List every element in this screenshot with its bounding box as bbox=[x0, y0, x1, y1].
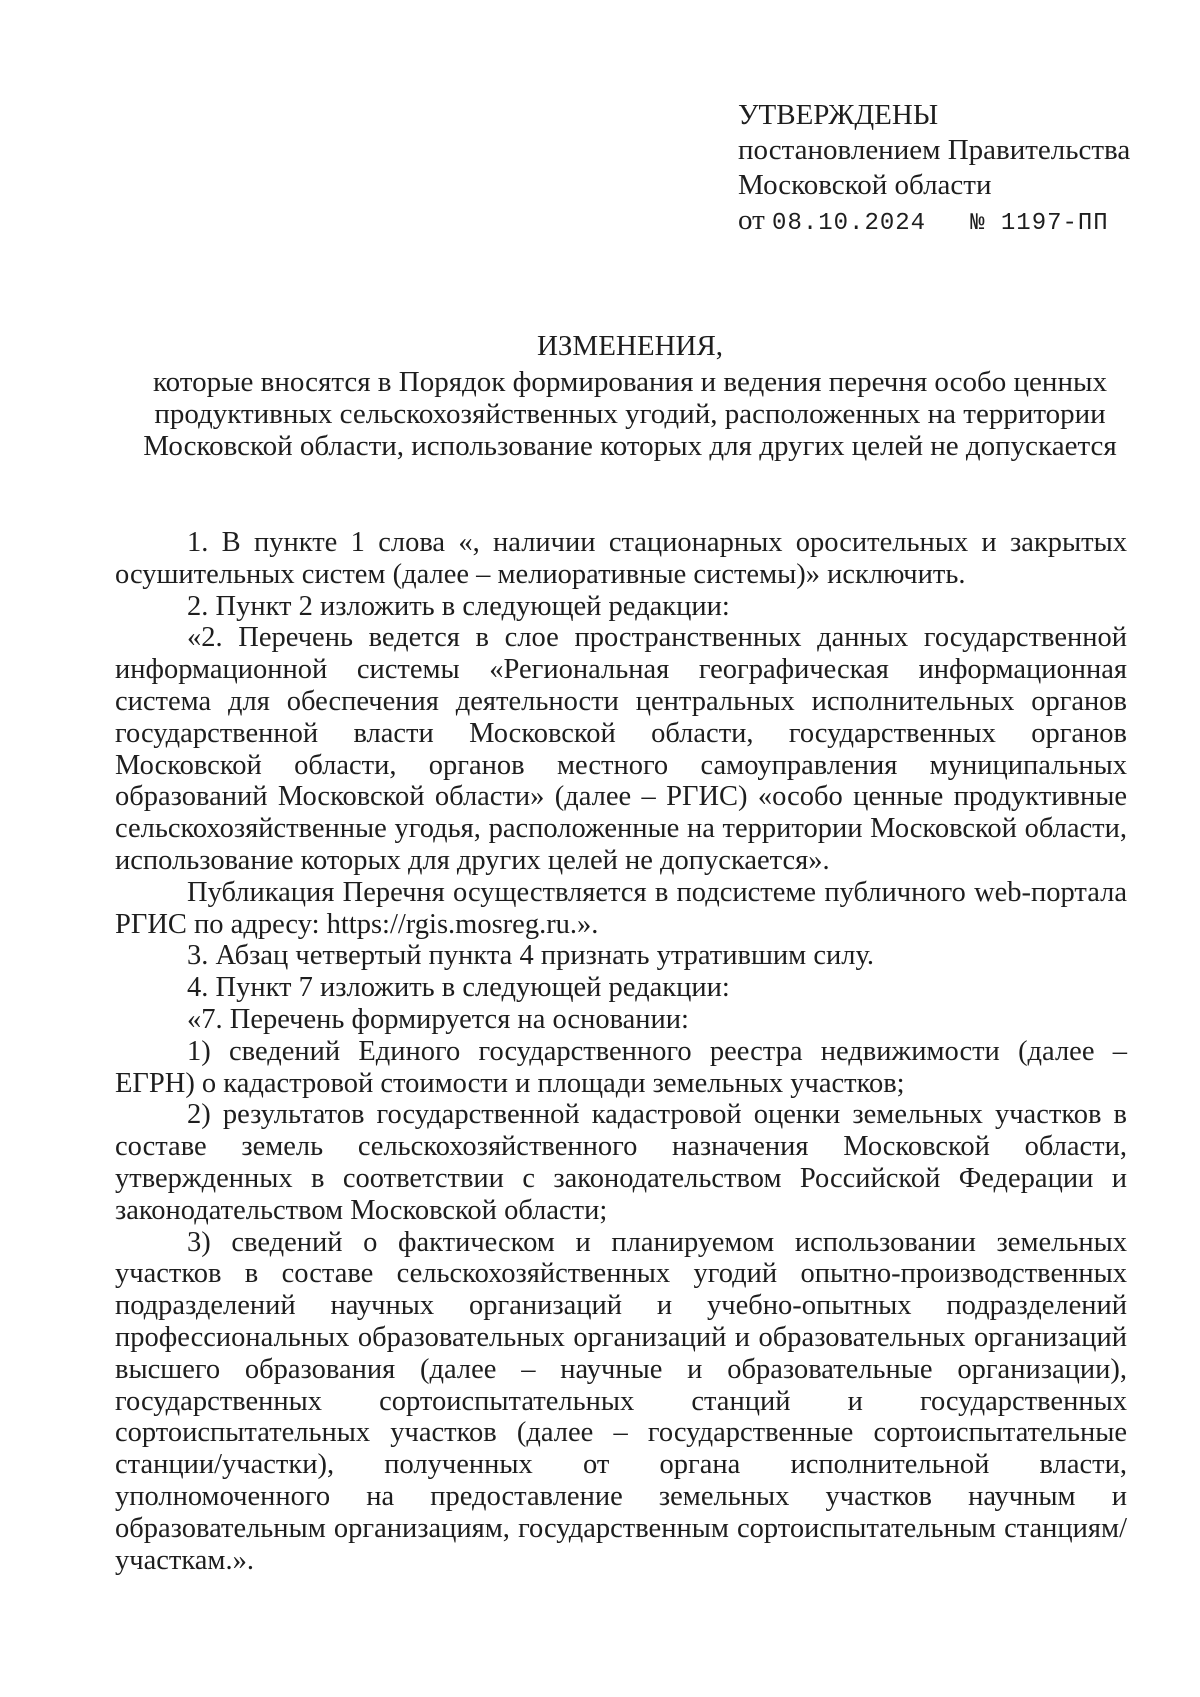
paragraph-1: 1. В пункте 1 слова «, наличии стационарных оросительных и закрытых осушительных систем (далее – мелиоративные системы)» исключить. bbox=[115, 527, 1127, 590]
approval-number: № 1197-ПП bbox=[970, 210, 1109, 237]
paragraph-2: 2. Пункт 2 изложить в следующей редакции: bbox=[187, 590, 730, 622]
paragraph-8: 1) сведений Единого государственного реестра недвижимости (далее – ЕГРН) о кадастровой стоимости и площади земельных участков; bbox=[115, 1035, 1127, 1099]
paragraph-4: Публикация Перечня осуществляется в подсистеме публичного web-портала РГИС по адресу: https://rgis.mosreg.ru.». bbox=[115, 876, 1127, 940]
approval-stamp bbox=[738, 98, 1158, 241]
document-subtitle-line-1: которые вносятся в Порядок формирования и ведения перечня особо ценных bbox=[153, 366, 1107, 398]
document-subtitle-line-3: Московской области, использование которых для других целей не допускается bbox=[143, 430, 1117, 462]
paragraph-3: «2. Перечень ведется в слое пространственных данных государственной информационной системы «Региональная географическая информационная система для обеспечения деятельности центральных исполнительных органов государственной власти Московской области, государственных органов Московской области, органов местного самоуправления муниципальных образований Московской области» (далее – РГИС) «особо ценные продуктивные сельскохозяйственные угодья, расположенные на территории Московской области, использование которых для других целей не допускается». bbox=[115, 622, 1127, 876]
date-prefix: от bbox=[738, 204, 765, 236]
approval-line-2: Московской области bbox=[738, 169, 992, 201]
approval-date-line bbox=[738, 203, 1158, 241]
paragraph-6: 4. Пункт 7 изложить в следующей редакции: bbox=[187, 972, 730, 1004]
paragraph-9: 2) результатов государственной кадастровой оценки земельных участков в составе земель сельскохозяйственного назначения Московской области, утвержденных в соответствии с законодательством Российской Федерации и законодательством Московской области; bbox=[115, 1099, 1127, 1226]
paragraph-7: «7. Перечень формируется на основании: bbox=[187, 1003, 689, 1035]
document-subtitle-line-2: продуктивных сельскохозяйственных угодий, расположенных на территории bbox=[154, 398, 1106, 430]
document-body bbox=[115, 527, 1127, 1576]
paragraph-5: 3. Абзац четвертый пункта 4 признать утратившим силу. bbox=[187, 940, 874, 972]
approval-title: УТВЕРЖДЕНЫ bbox=[738, 99, 939, 131]
approval-date: 08.10.2024 bbox=[772, 210, 927, 237]
document-heading bbox=[130, 330, 1130, 462]
document-title: ИЗМЕНЕНИЯ, bbox=[536, 330, 724, 362]
paragraph-10: 3) сведений о фактическом и планируемом использовании земельных участков в составе сельскохозяйственных угодий опытно-производственных подразделений научных организаций и учебно-опытных подразделений профессиональных образовательных организаций и образовательных организаций высшего образования (далее – научные и образовательные организации), государственных сортоиспытательных станций и государственных сортоиспытательных участков (далее – государственные сортоиспытательные станции/участки), полученных от органа исполнительной власти, уполномоченного на предоставление земельных участков научным и образовательным организациям, государственным сортоиспытательным станциям/участкам.». bbox=[115, 1226, 1127, 1576]
approval-line-1: постановлением Правительства bbox=[738, 134, 1131, 166]
